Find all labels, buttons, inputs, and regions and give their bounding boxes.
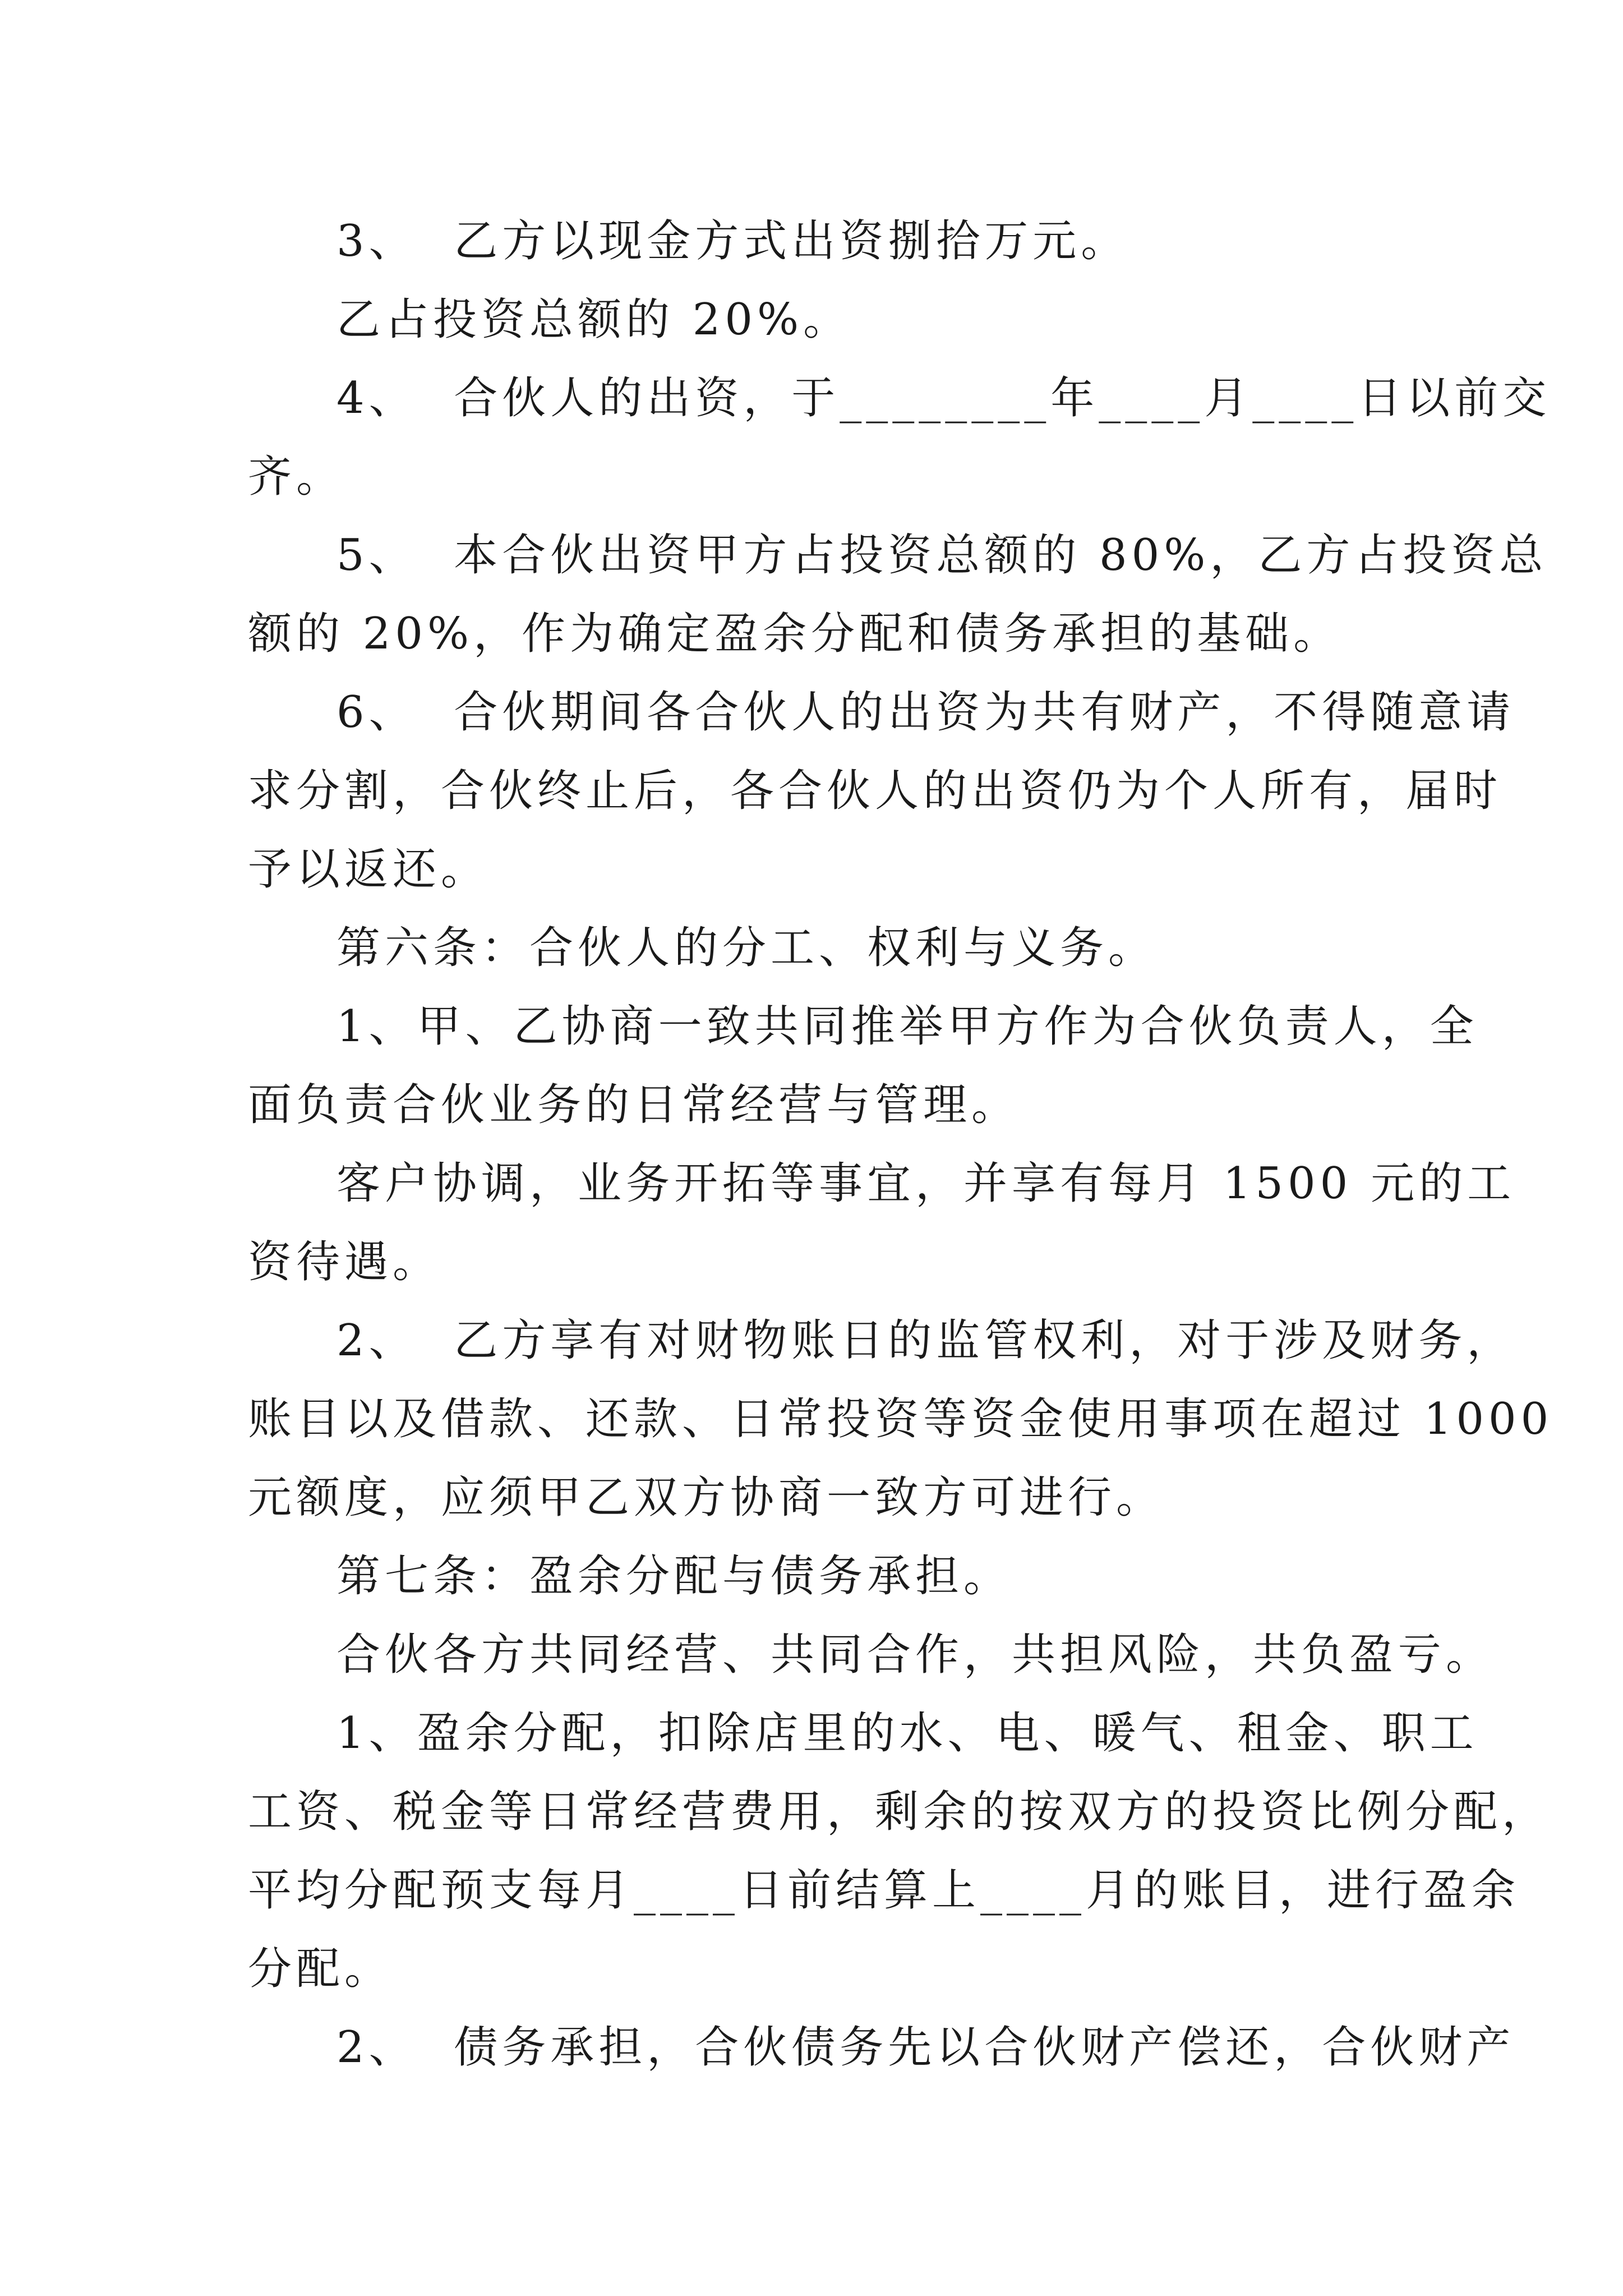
text-line: 求分割，合伙终止后，各合伙人的出资仍为个人所有，届时 [248,766,1502,816]
text-line: 工资、税金等日常经营费用，剩余的按双方的投资比例分配， [248,1787,1551,1837]
text-line: 予以返还。 [248,844,490,895]
text-line: 分配。 [248,1944,393,1994]
text-line: 3、 乙方以现金方式出资捌拾万元。 [336,216,1129,266]
text-line: 1、盈余分配，扣除店里的水、电、暖气、租金、职工 [336,1708,1478,1759]
text-line: 账目以及借款、还款、日常投资等资金使用事项在超过 1000 [248,1394,1553,1444]
text-line: 齐。 [248,452,345,502]
text-line: 合伙各方共同经营、共同合作，共担风险，共负盈亏。 [336,1630,1495,1680]
text-line: 2、 债务承担，合伙债务先以合伙财产偿还，合伙财产 [336,2022,1515,2073]
text-line: 5、 本合伙出资甲方占投资总额的 80%，乙方占投资总 [336,530,1548,581]
text-line: 1、甲、乙协商一致共同推举甲方作为合伙负责人，全 [336,1001,1478,1052]
text-line: 第六条：合伙人的分工、权利与义务。 [336,923,1157,973]
text-line: 资待遇。 [248,1237,441,1287]
text-line: 6、 合伙期间各合伙人的出资为共有财产，不得随意请 [336,687,1515,738]
text-line: 平均分配预支每月____日前结算上____月的账目，进行盈余 [248,1865,1520,1916]
text-line: 4、 合伙人的出资，于________年____月____日以前交 [336,373,1551,424]
text-line: 乙占投资总额的 20%。 [336,295,852,345]
text-line: 客户协调，业务开拓等事宜，并享有每月 1500 元的工 [336,1158,1516,1209]
text-line: 第七条：盈余分配与债务承担。 [336,1551,1012,1602]
text-line: 面负责合伙业务的日常经营与管理。 [248,1080,1020,1130]
text-line: 元额度，应须甲乙双方协商一致方可进行。 [248,1473,1165,1523]
text-line: 2、 乙方享有对财物账日的监管权利，对于涉及财务， [336,1315,1515,1366]
text-line: 额的 20%，作为确定盈余分配和债务承担的基础。 [248,609,1342,659]
